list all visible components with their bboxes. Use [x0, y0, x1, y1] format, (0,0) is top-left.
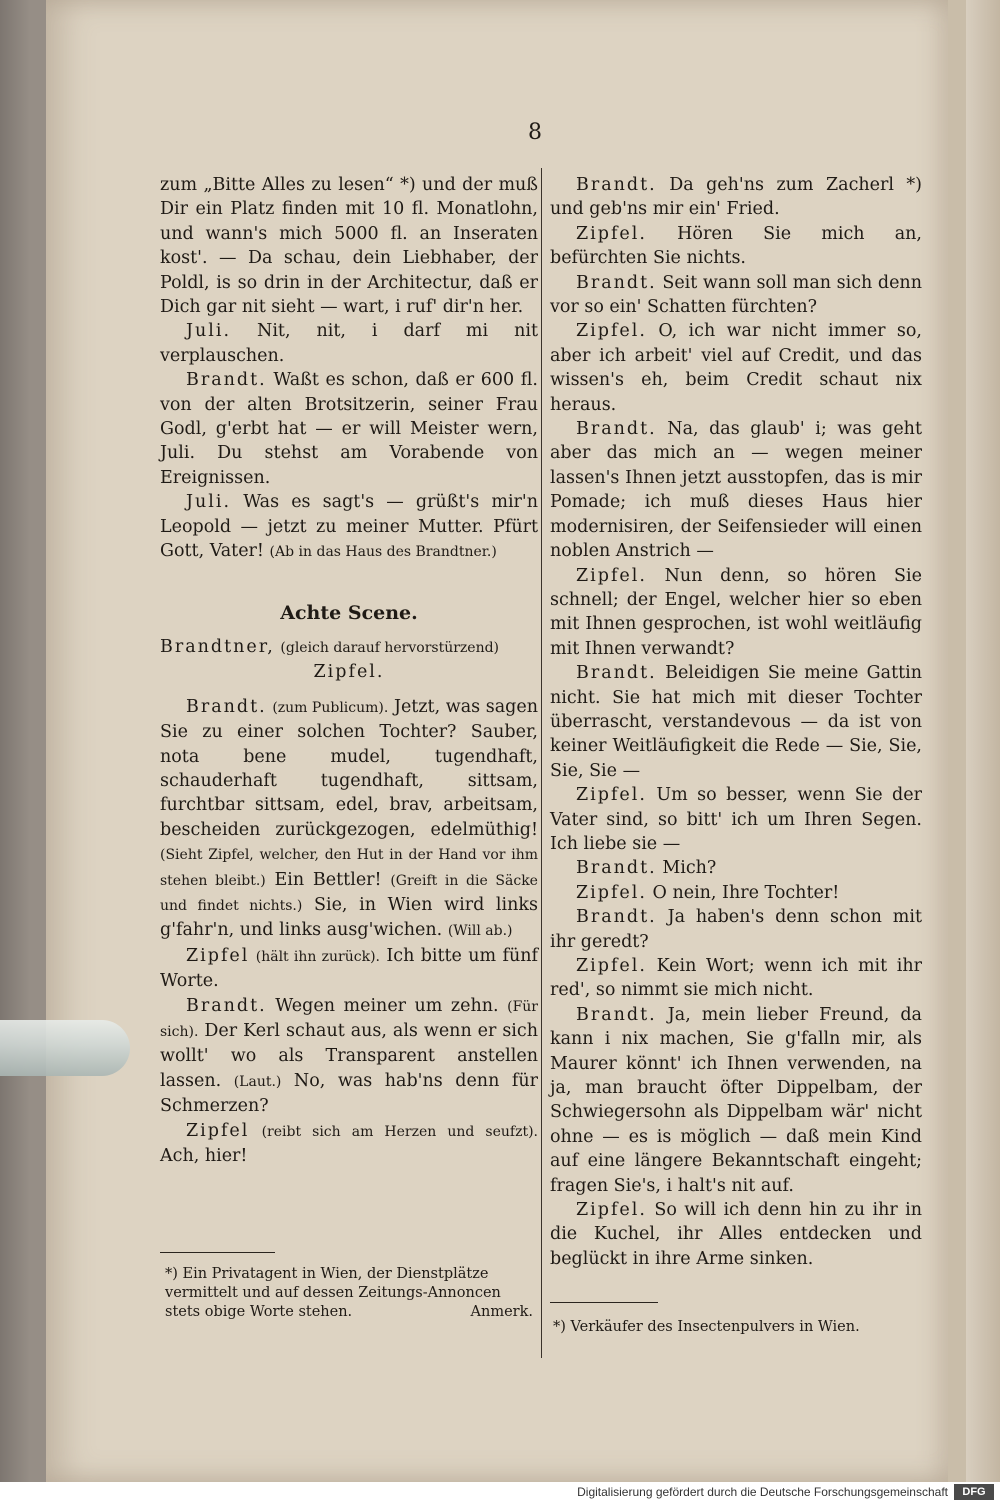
speaker: Brandt.	[186, 995, 267, 1016]
left-column	[160, 173, 538, 1168]
speaker: Zipfel.	[576, 956, 647, 976]
paragraph: Brandt. Mich?	[576, 858, 717, 879]
funding-notice: Digitalisierung gefördert durch die Deutsche Forschungsgemeinschaft	[577, 1485, 948, 1499]
footnote-right: *) Verkäufer des Insectenpulvers in Wien.	[553, 1319, 860, 1335]
speaker: Brandt.	[576, 907, 657, 928]
stage-direction: (Sieht Zipfel, welcher, den Hut in der Hand vor ihm stehen bleibt.)	[160, 847, 538, 889]
paragraph: Brandt. Seit wann soll man sich denn vor so ein' Schatten fürchten?	[550, 272, 922, 318]
stage-direction: (Will ab.)	[447, 923, 513, 940]
speaker: Brandt.	[576, 175, 657, 195]
stage-direction: (Laut.)	[233, 1073, 282, 1090]
page-edge	[948, 0, 966, 1482]
paragraph: Brandt. Ja haben's denn schon mit ihr geredt?	[550, 907, 922, 952]
right-column	[550, 173, 922, 1271]
paragraph: Zipfel. Um so besser, wenn Sie der Vater sind, so bitt' ich um Ihren Segen. Ich liebe sie —	[550, 785, 922, 854]
speaker: Zipfel.	[576, 565, 647, 586]
footnote-left: *) Ein Privatagent in Wien, der Dienstplätze vermittelt und auf dessen Zeitungs-Annoncen stets obige Worte stehen. Anmerk.	[165, 1266, 533, 1320]
funding-bar	[0, 1482, 1000, 1503]
paragraph: zum „Bitte Alles zu lesen“ *) und der muß Dir ein Platz finden mit 10 fl. Monatlohn, und wann's mich 5000 fl. an Inseraten kost'. — Da schau, dein Liebhaber, der Poldl, is so drin in der Architectur, daß er Dich gar nit sieht — wart, i ruf' dir'n her.	[160, 175, 538, 318]
paragraph: Brandt. Beleidigen Sie meine Gattin nicht. Sie hat mich mit dieser Tochter überrascht, verstandevous — da ist von keiner Weitläufigkeit die Rede — Sie, Sie, Sie, Sie —	[550, 663, 922, 781]
paragraph: Zipfel. Kein Wort; wenn ich mit ihr red', so nimmt sie mich nicht.	[550, 956, 922, 1001]
speaker: Brandt.	[576, 858, 657, 879]
speaker: Zipfel.	[576, 785, 647, 806]
paragraph: Brandt. Da geh'ns zum Zacherl *) und geb'ns mir ein' Fried.	[550, 175, 922, 220]
paragraph: Brandt. Waßt es schon, daß er 600 fl. von der alten Brotsitzerin, seiner Frau Godl, g'erbt hat — er will Meister wern, Juli. Du stehst am Vorabende von Ereignissen.	[160, 370, 538, 488]
paragraph: Juli. Nit, nit, i darf mi nit verplauschen.	[160, 321, 538, 366]
paragraph: Zipfel. So will ich denn hin zu ihr in die Kuchel, ihr Alles entdecken und beglückt in ihre Arme sinken.	[550, 1200, 922, 1269]
speaker: Brandt.	[576, 419, 657, 440]
paragraph: Brandt. Wegen meiner um zehn. (Für sich). Der Kerl schaut aus, als wenn er sich wollt' wo als Transparent anstellen lassen. (Laut.) No, was hab'ns denn für Schmerzen?	[160, 995, 538, 1117]
scanner-thumb	[0, 1020, 130, 1076]
footnote-rule	[550, 1302, 658, 1303]
stage-direction: (hält ihn zurück).	[255, 948, 380, 965]
speaker: Juli.	[186, 492, 232, 513]
dfg-logo: DFG	[954, 1484, 994, 1500]
paragraph: Zipfel. O, ich war nicht immer so, aber ich arbeit' viel auf Credit, und das wissen's eh, beim Credit schaut nix heraus.	[550, 321, 922, 415]
paragraph: Juli. Was es sagt's — grüßt's mir'n Leopold — jetzt zu meiner Mutter. Pfürt Gott, Vater! (Ab in das Haus des Brandtner.)	[160, 492, 538, 562]
cast-list-2: Zipfel.	[313, 662, 385, 683]
stage-direction: (Für sich).	[160, 998, 538, 1040]
stage-direction: (zum Publicum).	[272, 699, 389, 716]
next-page-edge	[966, 0, 1000, 1482]
speaker: Zipfel	[186, 945, 250, 966]
speaker: Zipfel	[186, 1120, 250, 1141]
cast-list	[160, 635, 538, 660]
paragraph: Zipfel (reibt sich am Herzen und seufzt). Ach, hier!	[160, 1120, 538, 1167]
stage-direction: (gleich darauf hervorstürzend)	[280, 639, 500, 656]
speaker: Brandt.	[576, 1004, 657, 1025]
stage-direction: (reibt sich am Herzen und seufzt).	[261, 1123, 538, 1140]
footnote-tag: Anmerk.	[470, 1304, 533, 1320]
speaker: Brandt.	[186, 370, 267, 391]
footnote-rule	[160, 1252, 275, 1253]
page-number: 8	[528, 120, 542, 145]
stage-direction: (Ab in das Haus des Brandtner.)	[269, 544, 497, 561]
paragraph: Zipfel (hält ihn zurück). Ich bitte um fünf Worte.	[160, 945, 538, 992]
paragraph: Brandt. Na, das glaub' i; was geht aber das mich an — wegen meiner lassen's Ihnen jetzt ausstopfen, das is mir Pomade; ich muß dieses Haus hier modernisiren, der Seifensieder will einen noblen Anstrich —	[550, 419, 922, 562]
stage-direction: (Greift in die Säcke und findet nichts.)	[160, 872, 538, 914]
speaker: Juli.	[186, 321, 232, 342]
paragraph: Zipfel. Nun denn, so hören Sie schnell; der Engel, welcher hier so eben mit Ihnen gesprochen, ist wohl weitläufig mit Ihnen verwandt?	[550, 565, 922, 659]
speaker: Brandtner,	[160, 636, 275, 657]
paragraph: Brandt. Ja, mein lieber Freund, da kann i nix machen, Sie g'falln mir, als Maurer könnt' ich Ihnen verwenden, na ja, man braucht öfter Dippelbam, der Schwiegersohn als Dippelbam wär' nicht ohne — es is möglich — daß mein Kind auf eine längere Bekanntschaft eingeht; fragen Sie's, i halt's nit auf.	[550, 1004, 922, 1196]
paragraph: Brandt. (zum Publicum). Jetzt, was sagen Sie zu einer solchen Tochter? Sauber, nota bene mudel, tugendhaft, schauderhaft tugendhaft, sittsam, furchtbar sittsam, edel, brav, arbeitsam, bescheiden zurückgezogen, edelmüthig! (Sieht Zipfel, welcher, den Hut in der Hand vor ihm stehen bleibt.) Ein Bettler! (Greift in die Säcke und findet nichts.) Sie, in Wien wird links g'fahr'n, und links ausg'wichen. (Will ab.)	[160, 696, 538, 941]
paragraph: Zipfel. O nein, Ihre Tochter!	[576, 882, 840, 903]
paragraph: Zipfel. Hören Sie mich an, befürchten Sie nichts.	[550, 223, 922, 269]
speaker: Zipfel.	[576, 223, 647, 244]
speaker: Zipfel.	[576, 321, 647, 342]
column-divider	[541, 168, 542, 1358]
speaker: Zipfel.	[576, 1200, 647, 1221]
speaker: Brandt.	[576, 272, 657, 293]
speaker: Brandt.	[576, 663, 657, 684]
speaker: Zipfel.	[576, 882, 647, 903]
scene-heading: Achte Scene.	[280, 601, 418, 624]
speaker: Brandt.	[186, 696, 267, 717]
